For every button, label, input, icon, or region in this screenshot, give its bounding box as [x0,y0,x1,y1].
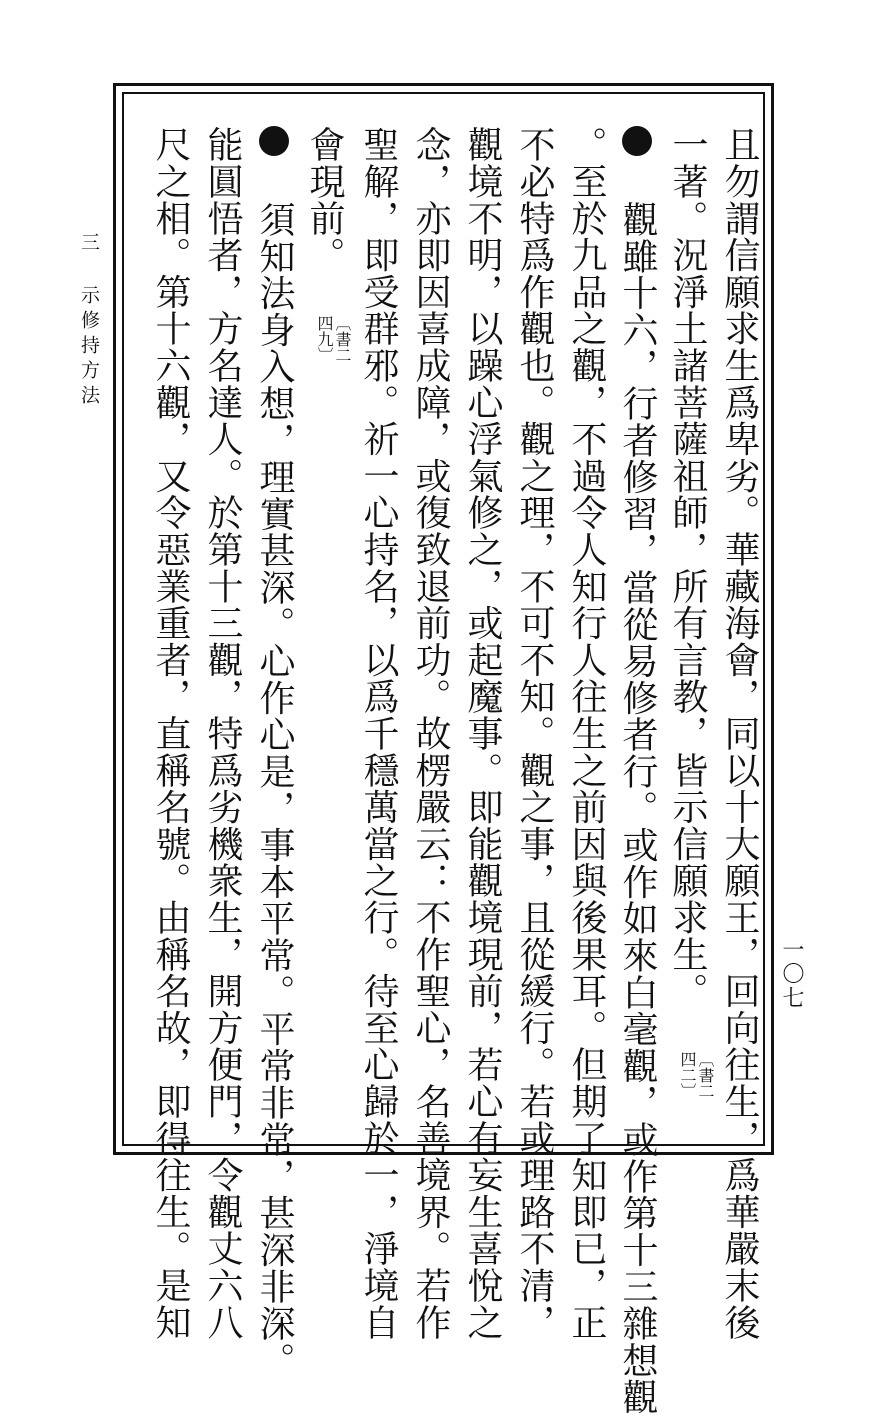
page-number: 一〇七 [779,938,804,1010]
column-text: 會現前。 [304,126,345,274]
citation-note-line: 〔書二 [333,315,352,364]
text-column-8 [353,126,403,1340]
text-column-1 [714,126,764,1340]
text-column-5 [509,126,559,1340]
citation-note-line: 四九〕 [315,315,334,364]
column-text: 觀雖十六，行者修習，當從易修者行。或作如來白毫觀，或作第十三雜想觀 [617,200,658,1415]
text-column-7 [405,126,455,1340]
text-column-4 [561,126,611,1340]
column-text: 念，亦即因喜成障，或復致退前功。故楞嚴云：不作聖心，名善境界。若作 [410,126,451,1341]
text-column-9 [301,126,351,363]
column-text: 聖解，即受群邪。祈一心持名，以爲千穩萬當之行。待至心歸於一，淨境自 [358,126,399,1341]
column-text: 須知法身入想，理實甚深。心作心是，事本平常。平常非常，甚深非深。 [254,200,295,1379]
column-text: 尺之相。第十六觀，又令惡業重者，直稱名號。由稱名故，即得往生。是知 [150,126,191,1341]
column-text: 且勿謂信願求生爲卑劣。華藏海會，同以十大願王，回向往生，爲華嚴末後 [719,126,760,1341]
text-column-10 [249,126,299,1378]
citation-note-line: 四二〕 [678,1051,697,1100]
citation-note-line: 〔書二 [696,1051,715,1100]
column-text: 。至於九品之觀，不過令人知行人往生之前因與後果耳。但期了知即已，正 [566,126,607,1341]
text-column-12 [145,126,195,1340]
text-column-6 [457,126,507,1340]
column-text: 一著。況淨土諸菩薩祖師，所有言教，皆示信願求生。 [667,126,708,1010]
citation-note [315,315,351,363]
column-text: 能圓悟者，方名達人。於第十三觀，特爲劣機衆生，開方便門，令觀丈六八 [202,126,243,1341]
column-text: 觀境不明，以躁心浮氣修之，或起魔事。即能觀境現前，若心有妄生喜悅之 [462,126,503,1341]
section-header: 三 示修持方法 [78,232,100,410]
bullet-icon [622,126,652,156]
text-column-11 [197,126,247,1340]
column-text: 不必特爲作觀也。觀之理，不可不知。觀之事，且從緩行。若或理路不清， [514,126,555,1341]
bullet-icon [259,126,289,156]
text-column-3 [612,126,662,1415]
citation-note [678,1051,714,1099]
text-column-2 [664,126,714,1099]
